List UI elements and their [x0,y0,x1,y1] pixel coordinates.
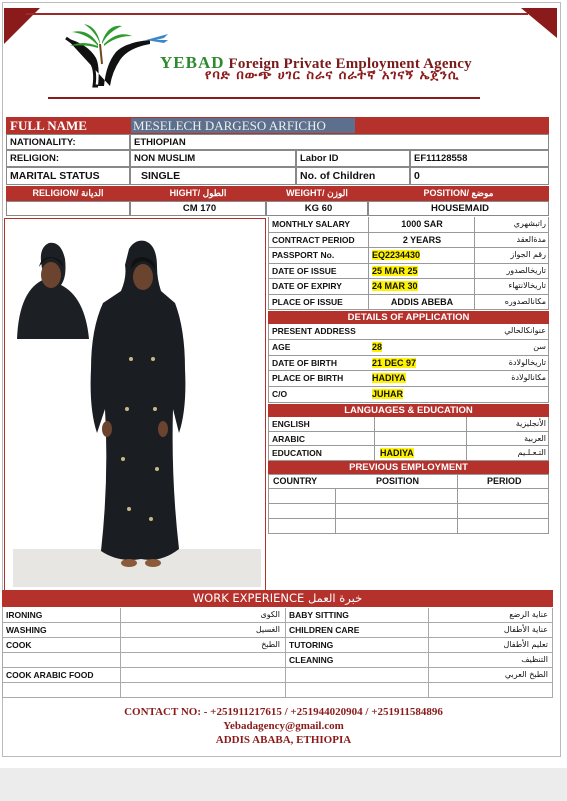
work-col-divider [285,608,286,698]
language-label-arabic: التـعـلـيم [517,448,546,457]
language-label: ENGLISH [272,419,310,429]
application-label: PRESENT ADDRESS [272,326,356,336]
height-header: HIGHT/ الطول [169,188,227,198]
position-header: POSITION/ موضع [423,188,494,198]
children-value: 0 [410,167,549,185]
work-skill-right-arabic: التنظيف [521,655,548,664]
contract-col-divider [368,217,369,310]
contract-label: PASSPORT No. [272,250,335,260]
application-label-arabic: عنوانكالحالي [504,326,546,335]
contract-label-arabic: تاريخالصدور [506,265,546,275]
language-label: EDUCATION [272,448,322,458]
contract-value: 25 MAR 25 [372,265,418,276]
contract-label: PLACE OF ISSUE [272,296,343,307]
application-label: DATE OF BIRTH [272,357,338,368]
full-body-photo [91,241,186,567]
previous-divider [269,488,548,489]
application-row [268,387,549,403]
application-label: C/O [272,389,288,400]
work-skill-right-arabic: الطبخ العربي [504,670,548,679]
contract-value: EQ2234430 [372,250,421,260]
contract-label-arabic: تاريخالانتهاء [508,281,546,290]
agency-logo [58,24,170,90]
nationality-value: ETHIOPIAN [130,134,549,150]
work-col-divider [428,608,429,698]
previous-col-divider [335,488,336,533]
weight-header: WEIGHT/ الوزن [286,188,348,198]
application-label: AGE [272,341,291,352]
page-bottom-band [0,768,567,801]
work-skill-left: COOK [6,640,32,650]
nationality-label: NATIONALITY: [6,134,130,150]
work-skill-left: COOK ARABIC FOOD [6,670,94,680]
previous-divider [269,503,548,504]
work-skill-right-arabic: عناية الرضع [509,610,548,619]
contract-value: 24 MAR 30 [372,281,418,291]
contact-email: Yebadagency@gmail.com [223,720,344,732]
previous-title: PREVIOUS EMPLOYMENT [349,462,468,473]
contract-value: ADDIS ABEBA [390,296,454,307]
previous-col-country: COUNTRY [273,476,318,486]
contact-phones: CONTACT NO: - +251911217615 / +251944020904 / +251911584896 [124,706,443,718]
work-title: WORK EXPERIENCE خبرة العمل [192,591,363,605]
contract-label-arabic: مكانالصدوره [504,296,546,306]
contract-label-arabic: رقم الجواز [510,250,546,259]
header-rule-top [26,13,528,15]
application-label-arabic: تاريخالولادة [508,357,546,367]
religion-header: RELIGION/ الديانة [32,188,104,198]
applicant-photo-frame [4,218,266,591]
full-name-label: FULL NAME [10,118,87,133]
work-skill-right-arabic: عناية الأطفال [503,625,548,634]
language-col-divider [374,417,375,461]
work-skill-right: CHILDREN CARE [289,625,360,635]
application-title: DETAILS OF APPLICATION [347,312,470,323]
application-value: HADIYA [372,373,406,384]
work-extra-row [2,683,553,698]
portrait-photo [17,243,89,339]
contract-label: MONTHLY SALARY [272,219,351,229]
contract-label-arabic: مدةالعقد [516,234,546,244]
work-skill-right: TUTORING [289,640,334,650]
contact-city: ADDIS ABABA, ETHIOPIA [215,734,352,746]
previous-col-position: POSITION [376,476,420,486]
previous-col-divider [457,475,458,533]
application-value: 28 [372,341,383,352]
work-skill-left-arabic: الكوى [260,610,280,619]
religion-row-value [6,201,130,216]
height-value: CM 170 [130,201,266,216]
previous-divider [269,518,548,519]
work-skill-right-arabic: تعليم الأطفال [503,640,548,649]
application-label: PLACE OF BIRTH [272,373,344,384]
labor-id-label: Labor ID [296,150,410,167]
languages-title: LANGUAGES & EDUCATION [344,405,473,416]
application-value: 21 DEC 97 [372,357,417,368]
application-label-arabic: سن [533,341,546,351]
contract-label: DATE OF ISSUE [272,265,337,276]
language-value: HADIYA [380,448,414,458]
work-skill-right: CLEANING [289,655,334,665]
marital-label: MARITAL STATUS [6,167,130,185]
previous-table [268,474,549,534]
work-skill-left-arabic: الغسيل [255,625,280,634]
language-col-divider [466,417,467,461]
work-skill-left: IRONING [6,610,43,620]
contract-value: 1000 SAR [401,219,443,229]
work-table-border-right [552,608,553,698]
labor-id-value: EF11128558 [410,150,549,167]
agency-name-latin: YEBAD [160,53,225,72]
application-label-arabic: مكانالولادة [511,373,546,383]
agency-name-rest: Foreign Private Employment Agency [228,56,472,72]
agency-name-amharic: የባድ በውጭ ሀገር ስራና ሰራተኛ አገናኝ ኤጀንሲ [205,68,460,83]
work-skill-right: BABY SITTING [289,610,349,620]
work-skill-left-arabic: الطبخ [261,640,280,649]
contract-col-divider [474,217,475,310]
work-table-border-left [2,608,3,698]
contract-label: CONTRACT PERIOD [272,234,355,245]
language-label-arabic: العربية [524,433,546,443]
contract-label: DATE OF EXPIRY [272,281,342,291]
header-rule-bottom [48,97,480,99]
previous-col-period: PERIOD [487,476,522,486]
position-value: HOUSEMAID [368,201,549,216]
language-label-arabic: الأنجليزية [515,419,546,428]
application-value: JUHAR [372,389,404,400]
applicant-photos [5,219,265,590]
full-name-value: MESELECH DARGESO ARFICHO [131,118,355,133]
work-col-divider [120,608,121,698]
language-label: ARABIC [272,433,306,444]
religion-label: RELIGION: [6,150,130,167]
contract-label-arabic: راتبشهري [513,219,546,228]
work-skill-left: WASHING [6,625,47,635]
weight-value: KG 60 [266,201,368,216]
religion-value: NON MUSLIM [130,150,296,167]
marital-value: SINGLE [130,167,296,185]
contract-value: 2 YEARS [402,234,442,245]
children-label: No. of Children [296,167,410,185]
